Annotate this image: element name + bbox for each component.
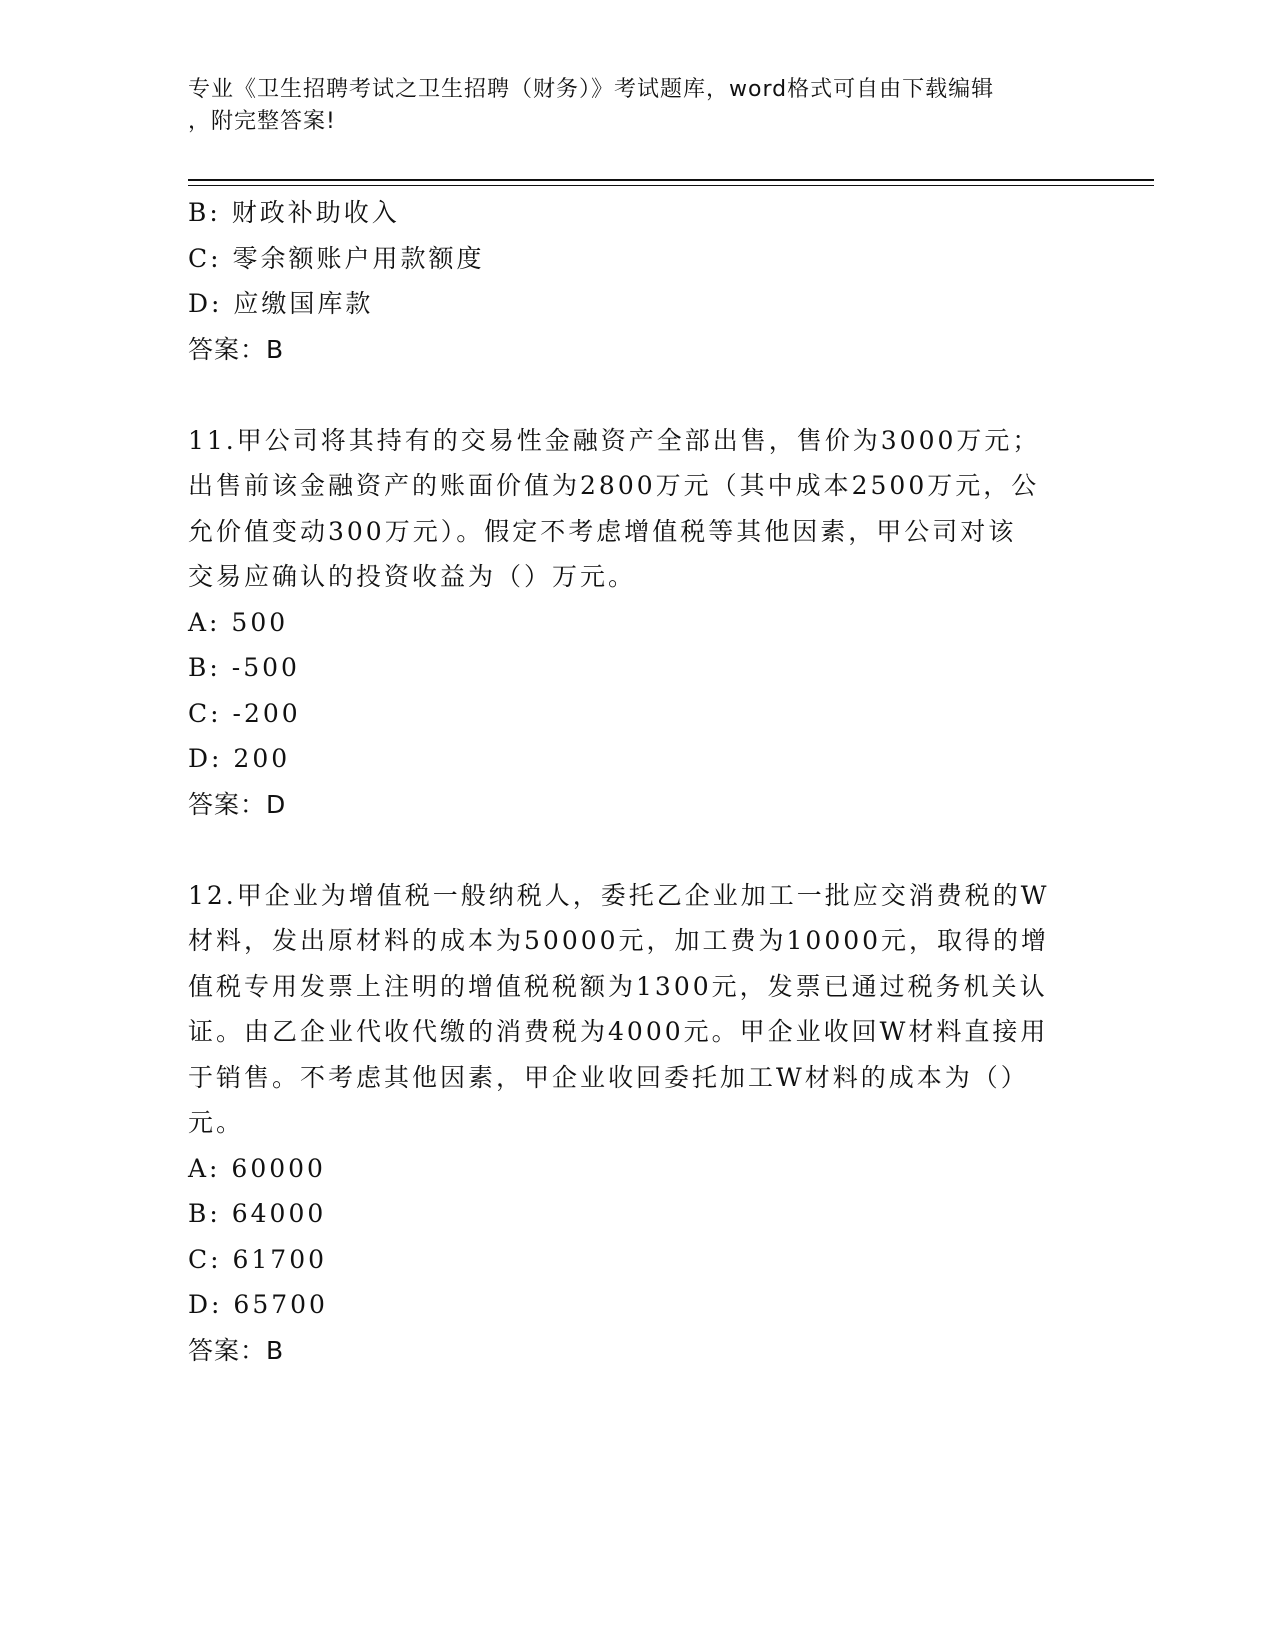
- question-line: 材料，发出原材料的成本为50000元，加工费为10000元，取得的增: [188, 926, 1050, 955]
- question-line: 12.甲企业为增值税一般纳税人，委托乙企业加工一批应交消费税的W: [188, 880, 1050, 910]
- option-c: C: 61700: [188, 1244, 328, 1274]
- option-b: B: 财政补助收入: [188, 198, 400, 227]
- option-d: D: 200: [188, 744, 291, 773]
- question-line: 元。: [188, 1108, 245, 1137]
- spacer: [188, 372, 1088, 418]
- question-line: 交易应确认的投资收益为（）万元。: [188, 562, 637, 591]
- question-11-text: [188, 418, 1088, 600]
- option-b: B: -500: [188, 653, 300, 682]
- document-body: [188, 190, 1088, 1373]
- question-line: 出售前该金融资产的账面价值为2800万元（其中成本2500万元，公: [188, 471, 1040, 500]
- spacer: [188, 827, 1088, 873]
- option-c: C: 零余额账户用款额度: [188, 243, 485, 273]
- header-line-1: 专业《卫生招聘考试之卫生招聘（财务）》考试题库，word格式可自由下载编辑: [188, 77, 995, 102]
- answer-line: 答案：D: [188, 789, 287, 819]
- answer-line: 答案：B: [188, 334, 285, 364]
- option-d: D: 应缴国库款: [188, 289, 374, 318]
- prev-question-block: [188, 190, 1088, 372]
- header-rule-thin: [188, 185, 1154, 186]
- answer-line: 答案：B: [188, 1335, 285, 1365]
- question-line: 允价值变动300万元）。假定不考虑增值税等其他因素，甲公司对该: [188, 516, 1017, 546]
- question-line: 值税专用发票上注明的增值税税额为1300元，发票已通过税务机关认: [188, 971, 1048, 1001]
- question-11-block: [188, 418, 1088, 828]
- option-a: A: 500: [188, 607, 289, 637]
- question-12-text: [188, 873, 1088, 1146]
- option-c: C: -200: [188, 698, 301, 728]
- option-d: D: 65700: [188, 1290, 328, 1319]
- question-line: 于销售。不考虑其他因素，甲企业收回委托加工W材料的成本为（）: [188, 1062, 1029, 1092]
- option-a: A: 60000: [188, 1153, 326, 1183]
- header-rule-thick: [188, 179, 1154, 181]
- question-line: 11.甲公司将其持有的交易性金融资产全部出售，售价为3000万元；: [188, 425, 1041, 455]
- header-line-2: ，附完整答案!: [188, 109, 336, 134]
- document-header: [188, 74, 1068, 138]
- option-b: B: 64000: [188, 1199, 327, 1228]
- question-line: 证。由乙企业代收代缴的消费税为4000元。甲企业收回W材料直接用: [188, 1017, 1049, 1046]
- question-12-block: [188, 873, 1088, 1374]
